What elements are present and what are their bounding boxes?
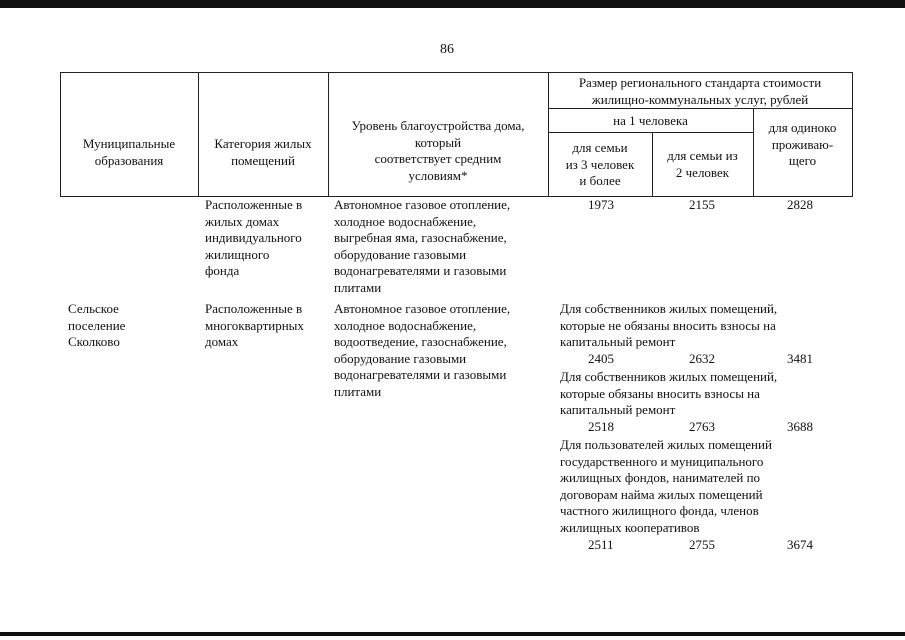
group2-value-family3: 2518 <box>588 419 614 434</box>
group1-value-single: 3481 <box>787 351 813 366</box>
standard-subheader-line <box>548 108 852 109</box>
group3-value-family3: 2511 <box>588 537 614 552</box>
row1-value-family2: 2155 <box>689 197 715 212</box>
bottom-border <box>0 632 905 636</box>
top-border <box>0 0 905 8</box>
group2-value-single: 3688 <box>787 419 813 434</box>
page-number: 86 <box>440 42 454 57</box>
row2-category: Расположенные в многоквартирных домах <box>205 301 304 349</box>
table-right-line <box>852 72 853 197</box>
row2-level: Автономное газовое отопление, холодное водоснабжение, водоотведение, газоснабжение, оборудование газовыми водонагревателями и газовыми плитами <box>334 301 511 399</box>
header-family3: для семьи из 3 человек и более <box>565 140 635 188</box>
table-left-line <box>60 72 61 197</box>
header-single: для одиноко проживаю- щего <box>768 120 837 168</box>
group1-value-family3: 2405 <box>588 351 614 366</box>
group2-note: Для собственников жилых помещений, которые обязаны вносить взносы на капитальный ремонт <box>560 369 778 417</box>
header-category: Категория жилых помещений <box>214 136 312 168</box>
group3-value-single: 3674 <box>787 537 813 552</box>
group1-note: Для собственников жилых помещений, которые не обязаны вносить взносы на капитальный ремонт <box>560 301 778 349</box>
row1-category: Расположенные в жилых домах индивидуального жилищного фонда <box>205 197 303 278</box>
header-municipality: Муниципальные образования <box>82 136 176 168</box>
table-top-line <box>60 72 852 73</box>
col-line-1 <box>198 72 199 197</box>
header-family2: для семьи из 2 человек <box>667 148 738 180</box>
row2-municipality: Сельское поселение Сколково <box>68 301 126 349</box>
group1-value-family2: 2632 <box>689 351 715 366</box>
per-person-line <box>548 132 753 133</box>
row1-value-family3: 1973 <box>588 197 614 212</box>
header-per-person: на 1 человека <box>613 113 688 128</box>
header-level: Уровень благоустройства дома, который соответствует средним условиям* <box>351 118 525 183</box>
row1-level: Автономное газовое отопление, холодное водоснабжение, выгребная яма, газоснабжение, оборудование газовыми водонагревателями и газовыми плитами <box>334 197 511 295</box>
group3-note: Для пользователей жилых помещений государственного и муниципального жилищных фондов, нанимателей по договорам найма жилых помещений частного жилищного фонда, членов жилищных кооперативов <box>560 437 772 535</box>
header-standard: Размер регионального стандарта стоимости жилищно-коммунальных услуг, рублей <box>578 75 822 107</box>
row1-value-single: 2828 <box>787 197 813 212</box>
group3-value-family2: 2755 <box>689 537 715 552</box>
group2-value-family2: 2763 <box>689 419 715 434</box>
